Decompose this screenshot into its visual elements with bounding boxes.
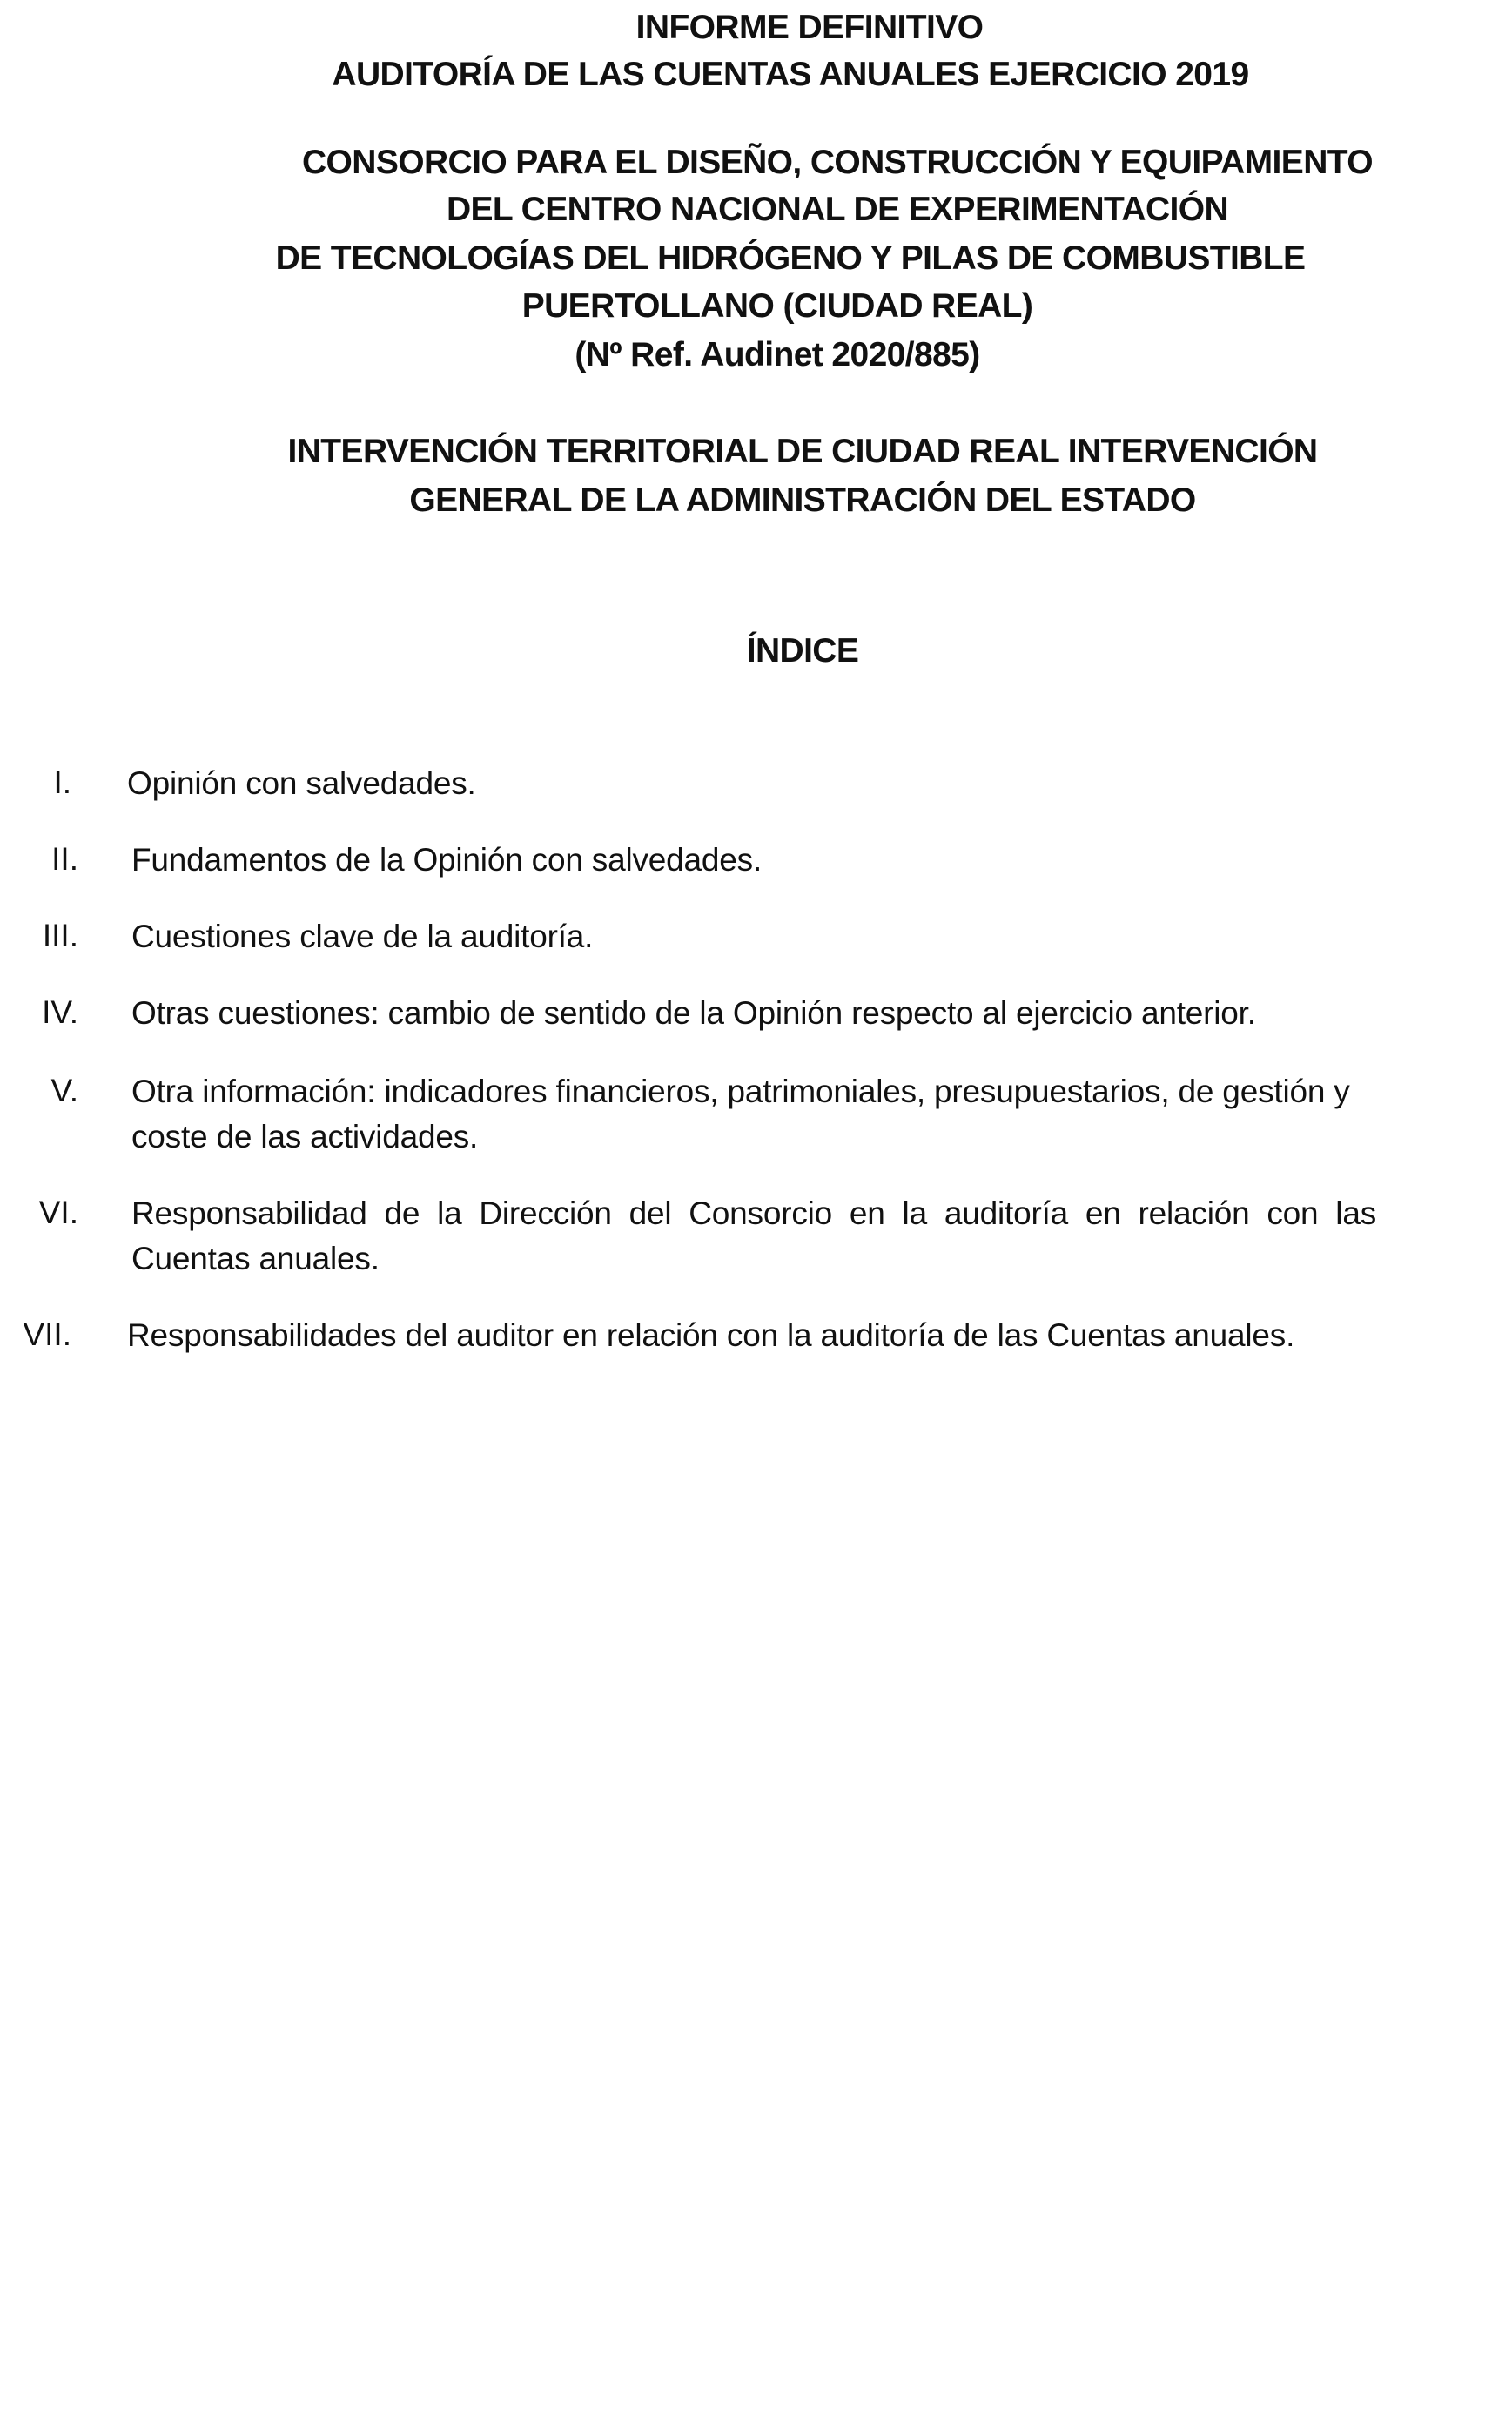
index-title: ÍNDICE bbox=[746, 632, 859, 670]
toc-item-3: Cuestiones clave de la auditoría. bbox=[131, 919, 594, 954]
toc-number-4: IV. bbox=[42, 994, 78, 1030]
toc-item-4: Otras cuestiones: cambio de sentido de la Opinión respecto al ejercicio anterior. bbox=[131, 995, 1256, 1031]
toc-item-5: Otra información: indicadores financieros, patrimoniales, presupuestarios, de gestión y coste de las actividades. bbox=[131, 1074, 1350, 1155]
toc-number-1: I. bbox=[53, 764, 71, 800]
toc-item-2: Fundamentos de la Opinión con salvedades. bbox=[131, 842, 763, 878]
entity-location: PUERTOLLANO (CIUDAD REAL) bbox=[521, 287, 1033, 325]
report-title: INFORME DEFINITIVO bbox=[635, 9, 984, 46]
toc-number-3: III. bbox=[42, 918, 78, 953]
toc-item-6: Responsabilidad de la Dirección del Consorcio en la auditoría en relación con las Cuentas anuales. bbox=[131, 1195, 1376, 1276]
toc-number-5: V. bbox=[50, 1073, 78, 1108]
entity-name-line-3: DE TECNOLOGÍAS DEL HIDRÓGENO Y PILAS DE COMBUSTIBLE bbox=[275, 239, 1306, 277]
toc-item-1: Opinión con salvedades. bbox=[127, 765, 476, 801]
entity-name-line-2: DEL CENTRO NACIONAL DE EXPERIMENTACIÓN bbox=[446, 191, 1229, 228]
toc-number-7: VII. bbox=[23, 1316, 71, 1352]
report-subtitle: AUDITORÍA DE LAS CUENTAS ANUALES EJERCICIO 2019 bbox=[332, 56, 1249, 93]
issuer-line-2: GENERAL DE LA ADMINISTRACIÓN DEL ESTADO bbox=[409, 481, 1196, 519]
issuer-line-1: INTERVENCIÓN TERRITORIAL DE CIUDAD REAL INTERVENCIÓN bbox=[287, 433, 1318, 470]
entity-name-line-1: CONSORCIO PARA EL DISEÑO, CONSTRUCCIÓN Y EQUIPAMIENTO bbox=[301, 144, 1374, 181]
toc-item-7: Responsabilidades del auditor en relación con la auditoría de las Cuentas anuales. bbox=[127, 1317, 1295, 1353]
entity-reference: (Nº Ref. Audinet 2020/885) bbox=[575, 336, 980, 374]
toc-number-2: II. bbox=[51, 841, 78, 877]
toc-number-6: VI. bbox=[38, 1195, 78, 1230]
